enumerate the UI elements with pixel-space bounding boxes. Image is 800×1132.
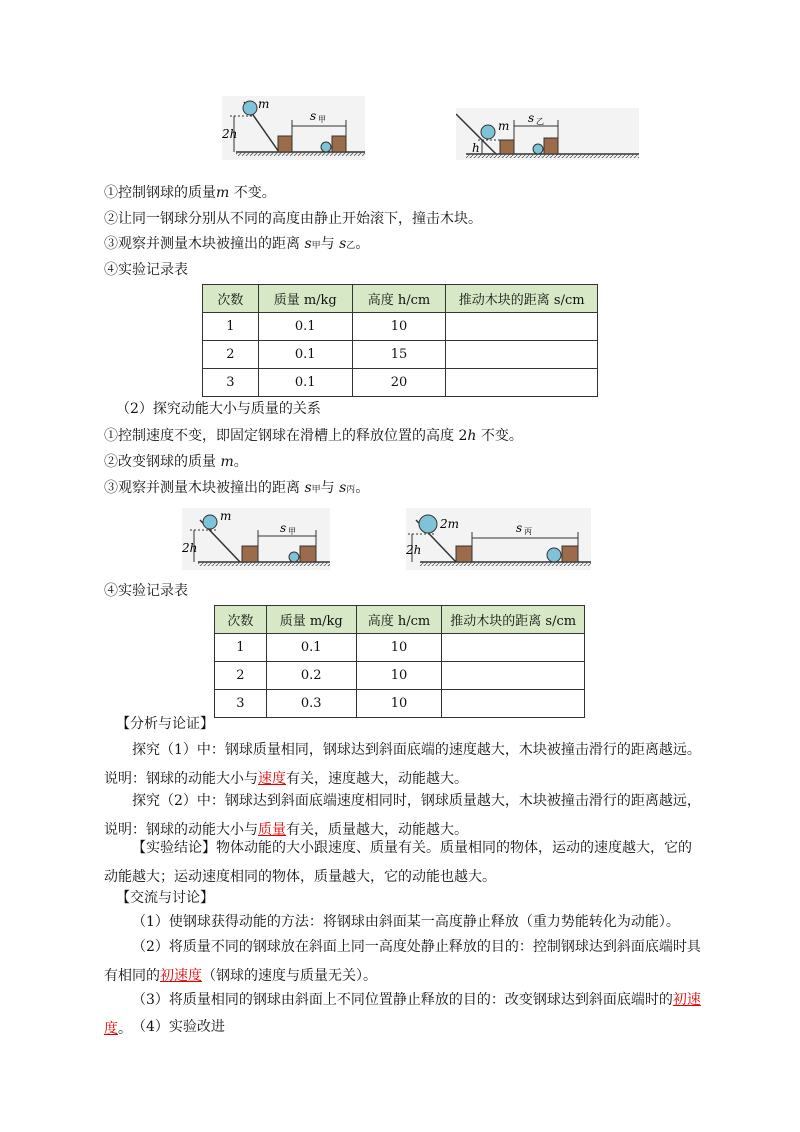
conclusion-paragraph: 【实验结论】物体动能的大小跟速度、质量有关。质量相同的物体，运动的速度越大，它的动能越大；运动速度相同的物体，质量越大，它的动能也越大。 bbox=[104, 840, 692, 885]
experiment-figure-1-right bbox=[456, 108, 639, 160]
table-cell bbox=[446, 369, 598, 397]
section-2-title: （2）探究动能大小与质量的关系 bbox=[116, 401, 321, 417]
table-cell bbox=[442, 690, 585, 718]
fig2-left-mass-label: m bbox=[220, 509, 232, 523]
table-row bbox=[203, 341, 598, 369]
table-cell: 2 bbox=[215, 662, 267, 690]
table-cell: 3 bbox=[215, 690, 267, 718]
discussion-paragraph-3: （3）将质量相同的钢球由斜面上不同位置静止释放的目的：改变钢球达到斜面底端时的初速度。 bbox=[104, 992, 701, 1037]
experiment-figure-2-right bbox=[406, 508, 591, 570]
table1-header: 质量 m/kg bbox=[258, 285, 352, 313]
table-cell bbox=[442, 634, 585, 662]
table2-header: 次数 bbox=[215, 606, 267, 634]
fig2-right-distance-label: s bbox=[516, 521, 523, 535]
table-cell: 15 bbox=[352, 341, 446, 369]
table-cell: 3 bbox=[203, 369, 259, 397]
table-cell: 0.1 bbox=[258, 341, 352, 369]
table-row bbox=[215, 690, 585, 718]
fig1-left-mass-label: m bbox=[258, 97, 270, 111]
table2-header: 质量 m/kg bbox=[266, 606, 356, 634]
table-cell: 0.3 bbox=[266, 690, 356, 718]
section-2-step-1: ①控制速度不变，即固定钢球在滑槽上的释放位置的高度 2h 不变。 bbox=[104, 428, 523, 444]
table-row bbox=[203, 369, 598, 397]
table-cell bbox=[442, 662, 585, 690]
fig1-right-height-label: h bbox=[472, 141, 480, 155]
section-2-step-2: ②改变钢球的质量 m。 bbox=[104, 454, 248, 470]
table-row bbox=[215, 634, 585, 662]
table-cell: 10 bbox=[356, 662, 442, 690]
table-cell bbox=[446, 313, 598, 341]
table-cell: 0.2 bbox=[266, 662, 356, 690]
table-cell: 10 bbox=[356, 690, 442, 718]
highlight-initial-speed: 初速度 bbox=[160, 968, 202, 984]
analysis-paragraph-2: 探究（2）中：钢球达到斜面底端速度相同时，钢球质量越大，木块被撞击滑行的距离越远，说明：钢球的动能大小与质量有关，质量越大，动能越大。 bbox=[104, 793, 701, 838]
section-2-step-4: ④实验记录表 bbox=[104, 583, 188, 599]
fig1-right-distance-sub: 乙 bbox=[536, 117, 544, 126]
table-row bbox=[203, 313, 598, 341]
record-table-2 bbox=[214, 605, 585, 718]
fig2-right-height-label: 2h bbox=[406, 543, 422, 557]
discussion-paragraph-4: （4）实验改进 bbox=[132, 1019, 225, 1035]
fig1-left-height-label: 2h bbox=[222, 127, 238, 141]
experiment-figure-1-left bbox=[222, 96, 365, 160]
fig1-right-mass-label: m bbox=[498, 119, 510, 133]
discussion-paragraph-1: （1）使钢球获得动能的方法：将钢球由斜面某一高度静止释放（重力势能转化为动能）。 bbox=[132, 914, 680, 930]
fig1-right-distance-label: s bbox=[528, 111, 535, 125]
fig2-right-distance-sub: 丙 bbox=[524, 527, 532, 536]
highlight-initial-speed-2: 初速度 bbox=[104, 992, 701, 1037]
table-cell bbox=[446, 341, 598, 369]
experiment-figure-2-left bbox=[182, 508, 330, 570]
analysis-paragraph-1: 探究（1）中：钢球质量相同，钢球达到斜面底端的速度越大，木块被撞击滑行的距离越远。说明：钢球的动能大小与速度有关，速度越大，动能越大。 bbox=[104, 742, 701, 787]
table-cell: 10 bbox=[352, 313, 446, 341]
table-row bbox=[215, 662, 585, 690]
table-cell: 0.1 bbox=[258, 313, 352, 341]
table-cell: 2 bbox=[203, 341, 259, 369]
table-cell: 0.1 bbox=[266, 634, 356, 662]
section-2-step-3: ③观察并测量木块被撞出的距离 s甲与 s丙。 bbox=[104, 480, 370, 496]
fig1-left-distance-label: s bbox=[310, 109, 317, 123]
table-cell: 10 bbox=[356, 634, 442, 662]
analysis-heading: 【分析与论证】 bbox=[116, 716, 214, 732]
table-cell: 1 bbox=[215, 634, 267, 662]
fig2-right-mass-label: 2m bbox=[440, 517, 460, 531]
highlight-mass: 质量 bbox=[258, 822, 286, 838]
highlight-speed: 速度 bbox=[258, 771, 286, 787]
fig2-left-distance-sub: 甲 bbox=[288, 527, 296, 536]
fig1-left-distance-sub: 甲 bbox=[318, 115, 326, 124]
table1-header: 高度 h/cm bbox=[352, 285, 446, 313]
table1-header: 推动木块的距离 s/cm bbox=[446, 285, 598, 313]
table1-header: 次数 bbox=[203, 285, 259, 313]
step-3: ③观察并测量木块被撞出的距离 s甲与 s乙。 bbox=[104, 236, 370, 252]
record-table-1 bbox=[202, 284, 598, 397]
table2-header: 推动木块的距离 s/cm bbox=[442, 606, 585, 634]
table-cell: 1 bbox=[203, 313, 259, 341]
table2-header: 高度 h/cm bbox=[356, 606, 442, 634]
step-2: ②让同一钢球分别从不同的高度由静止开始滚下，撞击木块。 bbox=[104, 211, 482, 227]
step-4: ④实验记录表 bbox=[104, 262, 188, 278]
table-cell: 0.1 bbox=[258, 369, 352, 397]
table-cell: 20 bbox=[352, 369, 446, 397]
step-1: ①控制钢球的质量m 不变。 bbox=[104, 185, 276, 201]
fig2-left-height-label: 2h bbox=[182, 541, 198, 555]
discussion-heading: 【交流与讨论】 bbox=[116, 890, 214, 906]
fig2-left-distance-label: s bbox=[280, 521, 287, 535]
discussion-paragraph-2: （2）将质量不同的钢球放在斜面上同一高度处静止释放的目的：控制钢球达到斜面底端时具有相同的初速度（钢球的速度与质量无关）。 bbox=[104, 939, 701, 984]
